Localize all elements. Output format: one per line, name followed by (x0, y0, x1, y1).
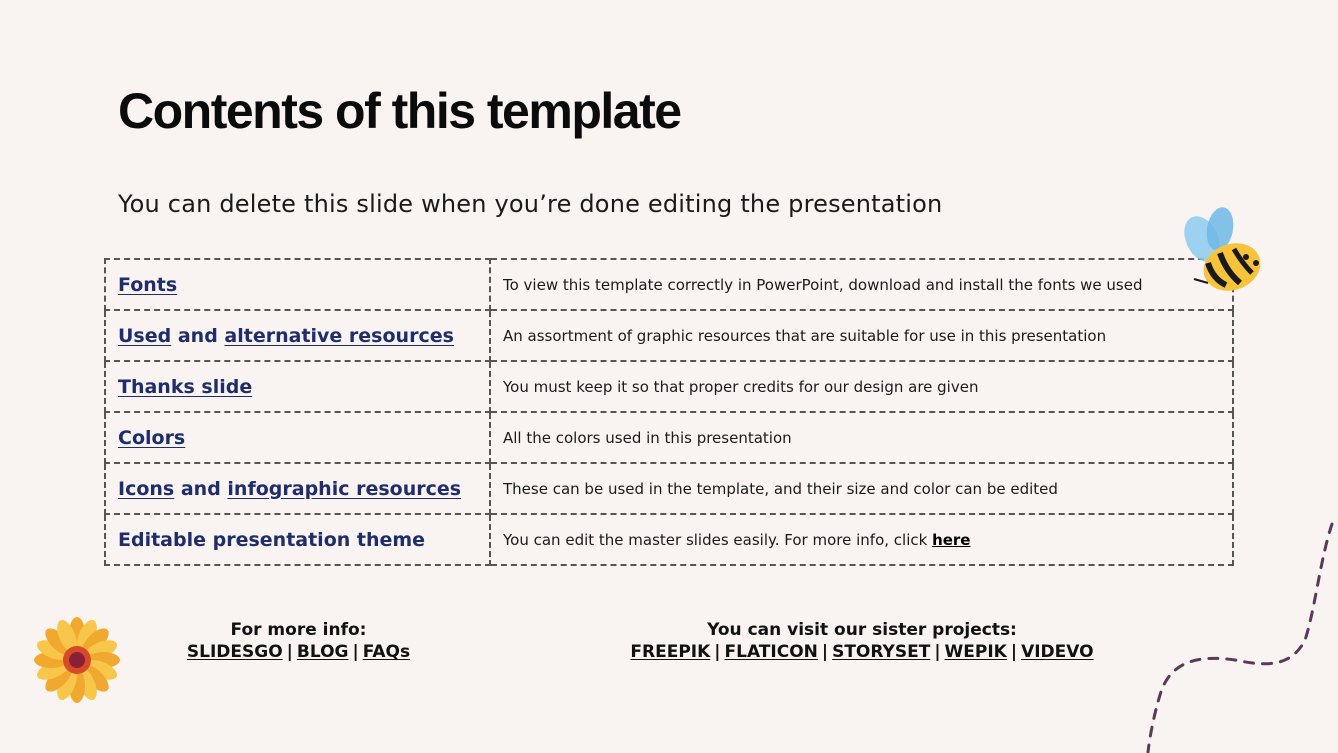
row-description-cell (490, 259, 1233, 310)
topic-link[interactable]: Fonts (118, 273, 178, 296)
footer-more-info (160, 620, 437, 662)
link-separator: | (934, 642, 941, 662)
table-row (105, 310, 1233, 361)
row-description: To view this template correctly in PowerPoint, download and install the fonts we used (503, 275, 1143, 294)
table-row (105, 514, 1233, 565)
topic-link[interactable]: alternative resources (224, 324, 454, 347)
topic-link[interactable]: Icons (118, 477, 175, 500)
row-topic-cell (105, 361, 490, 412)
sister-project-link-videvo[interactable]: VIDEVO (1021, 642, 1094, 662)
row-description: You can edit the master slides easily. For more info, click (503, 530, 933, 549)
row-description-cell (490, 463, 1233, 514)
topic-link[interactable]: Used (118, 324, 172, 347)
page-subtitle: You can delete this slide when you’re done editing the presentation (118, 190, 943, 218)
topic-text: Editable presentation theme (118, 528, 426, 551)
link-separator: | (1010, 642, 1018, 662)
row-description-cell (490, 310, 1233, 361)
footer-info-link-blog[interactable]: BLOG (296, 642, 349, 662)
here-link[interactable]: here (932, 530, 971, 549)
topic-link[interactable]: Thanks slide (118, 375, 253, 398)
sister-project-link-flaticon[interactable]: FLATICON (724, 642, 818, 662)
footer-info-link-faqs[interactable]: FAQs (362, 642, 411, 662)
footer-sister-heading: You can visit our sister projects: (707, 620, 1017, 640)
row-description: You must keep it so that proper credits for our design are given (503, 377, 979, 396)
table-row (105, 361, 1233, 412)
sister-project-link-wepik[interactable]: WEPIK (944, 642, 1007, 662)
link-separator: | (821, 642, 829, 662)
contents-table (104, 258, 1234, 566)
link-separator: | (714, 642, 721, 662)
sister-project-link-freepik[interactable]: FREEPIK (630, 642, 711, 662)
sister-project-link-storyset[interactable]: STORYSET (832, 642, 931, 662)
table-row (105, 259, 1233, 310)
row-description: An assortment of graphic resources that are suitable for use in this presentation (503, 326, 1107, 345)
table-row (105, 412, 1233, 463)
footer-info-link-slidesgo[interactable]: SLIDESGO (186, 642, 283, 662)
row-description: These can be used in the template, and their size and color can be edited (503, 479, 1058, 498)
topic-link[interactable]: Colors (118, 426, 186, 449)
page-title: Contents of this template (118, 83, 681, 139)
row-topic-cell (105, 514, 490, 565)
row-topic-cell (105, 412, 490, 463)
row-description-cell (490, 361, 1233, 412)
row-description: All the colors used in this presentation (503, 428, 792, 447)
row-topic-cell (105, 310, 490, 361)
footer-more-info-heading: For more info: (230, 620, 367, 640)
row-description-cell (490, 412, 1233, 463)
link-separator: | (286, 642, 293, 662)
row-description-cell (490, 514, 1233, 565)
topic-text: and (171, 324, 225, 347)
table-row (105, 463, 1233, 514)
topic-link[interactable]: infographic resources (227, 477, 462, 500)
topic-text: and (174, 477, 228, 500)
row-topic-cell (105, 259, 490, 310)
link-separator: | (352, 642, 359, 662)
row-topic-cell (105, 463, 490, 514)
footer-sister-projects (560, 620, 1164, 662)
bee-illustration (1180, 205, 1270, 300)
flower-illustration (32, 615, 122, 705)
dashed-trail-decoration (1140, 520, 1338, 753)
